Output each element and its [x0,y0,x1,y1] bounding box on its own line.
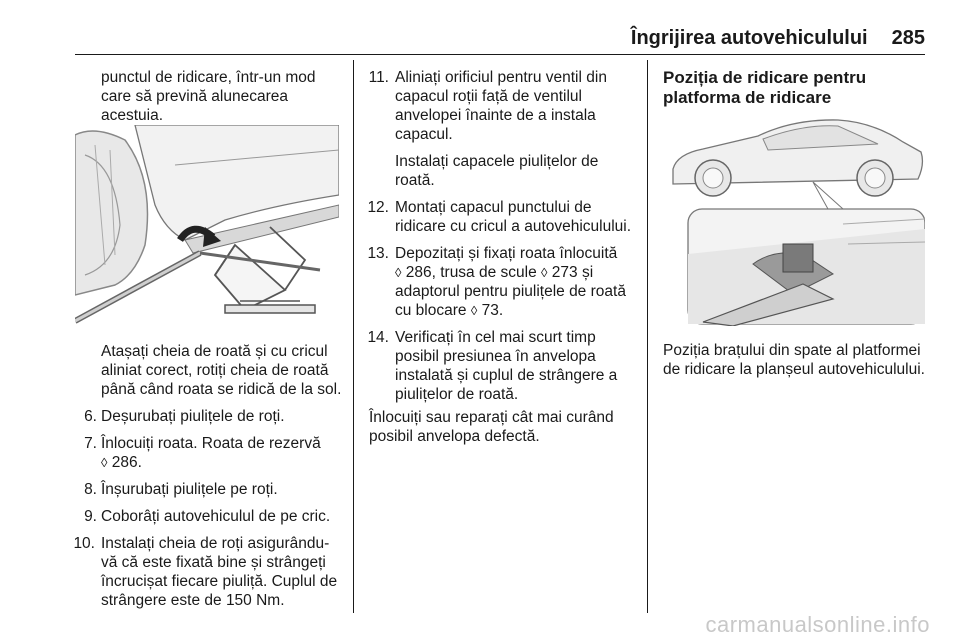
watermark: carmanualsonline.info [705,612,930,637]
arrow-ref-icon: ◊ [395,265,402,280]
arrow-ref-icon: ◊ [101,455,108,470]
arrow-ref-icon: ◊ [470,303,478,318]
list-item: 12. Montați capacul punctului de ridicare cu cricul a autovehiculului. [367,199,632,235]
jack-illustration [75,125,339,332]
column-3-lower [663,341,930,379]
arrow-ref-icon: ◊ [541,265,548,280]
jack-caption: Atașați cheia de roată și cu cricul aliniat corect, rotiți cheia de roată până când roata se ridică de la sol. [101,343,342,398]
column-2 [369,68,637,446]
header-rule [75,54,925,55]
lift-point-illustration [663,114,925,326]
list-item: 6. Deșurubați piulițele de roți. [84,408,285,425]
list-item: 9. Coborâți autovehiculul de pe cric. [84,508,331,525]
list-item: 14. Verificați în cel mai scurt timp posibil presiunea în anvelopa instalată și cuplul de strângere a piulițelor de roată. [367,329,618,403]
list-item: 10. Instalați cheia de roți asigurându-vă că este fixată bine și strângeți încrucișat fiecare piuliță. Cuplul de strângere este de 150 Nm. [73,535,338,609]
lift-caption: Poziția brațului din spate al platformei de ridicare la planșeul autovehiculului. [663,342,925,378]
column-divider-2 [647,60,648,613]
list-item: 11. Aliniați orificiul pentru ventil din capacul roții față de ventilul anvelopei înainte de a instala capacul. [368,69,607,143]
sub-paragraph: Instalați capacele piulițelor de roată. [395,153,599,189]
column-1 [75,68,343,125]
header-title: Îngrijirea autovehiculului [630,27,868,49]
list-item: 13. Depozitați și fixați roata înlocuită ◊ 286, trusa de scule ◊ 273 și adaptorul pentru piulițele de roată cu blocare ◊ 73. [367,245,626,319]
column-3 [663,68,930,108]
closing-paragraph: Înlocuiți sau reparați cât mai curând posibil anvelopa defectă. [369,409,614,445]
intro-text: punctul de ridicare, într-un mod care să prevină alunecarea acestuia. [101,69,316,124]
page-header [631,27,925,50]
column-1-lower [75,342,343,610]
column-divider-1 [353,60,354,613]
list-item: 8. Înșurubați piulițele pe roți. [84,481,278,498]
list-item: 7. Înlocuiți roata. Roata de rezervă ◊ 286. [84,435,321,471]
page-number: 285 [891,27,925,49]
section-heading: Poziția de ridicare pentru platforma de ridicare [663,68,867,107]
